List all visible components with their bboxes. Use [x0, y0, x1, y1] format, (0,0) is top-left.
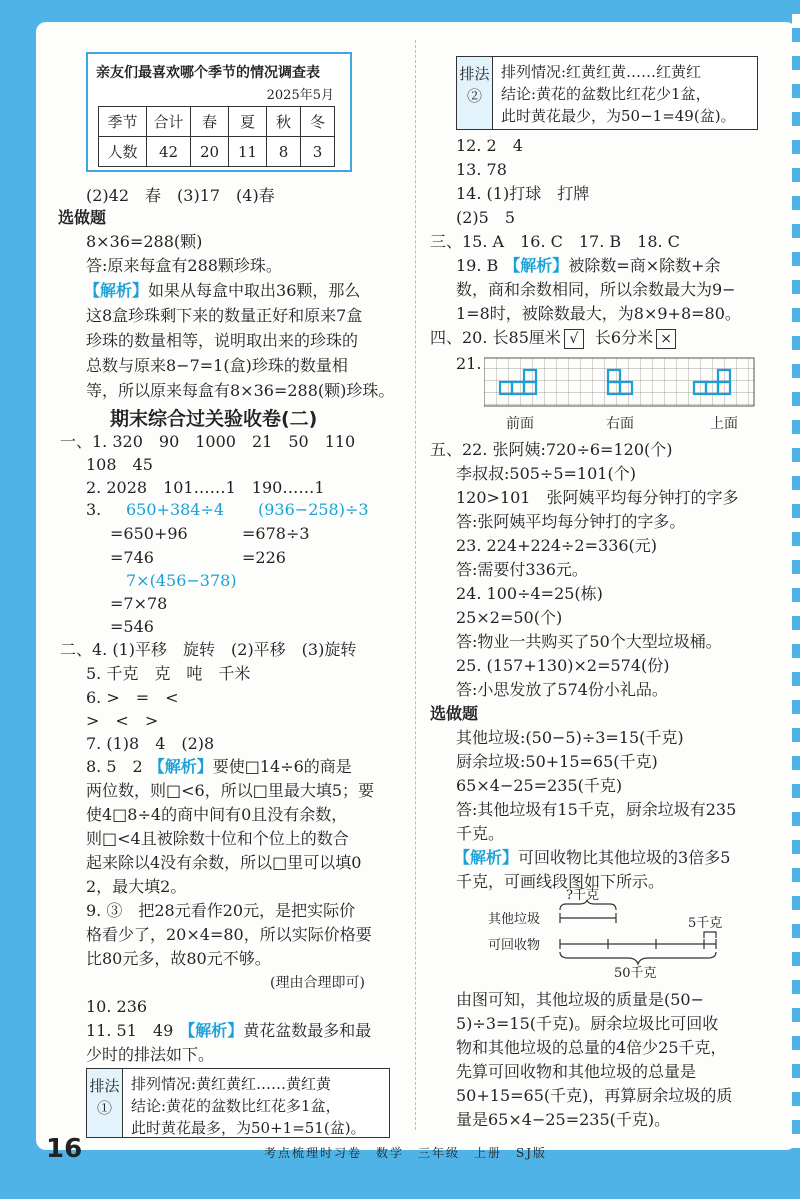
- answer-line: [454, 848, 730, 868]
- table-cell: 8: [267, 137, 301, 167]
- answer-line: [86, 757, 352, 777]
- diagram-label: 可回收物: [488, 938, 541, 953]
- analysis-tag: 【解析】: [148, 757, 213, 776]
- analysis-tag: 【解析】: [179, 1021, 244, 1040]
- answer-line: 珍珠的数量相等，说明取出来的珍珠的: [86, 331, 359, 350]
- section-label: 选做题: [430, 704, 479, 723]
- answer-line: 21.: [456, 354, 482, 373]
- check-mark-icon: √: [564, 329, 584, 349]
- answer-line: 其他垃圾:(50−5)÷3=15(千克): [456, 728, 684, 747]
- answer-line: 9. ③ 把28元看作20元，是把实际价: [86, 901, 356, 920]
- answer-text: 四、20. 长85厘米: [430, 328, 561, 347]
- answer-line: 2，最大填2。: [86, 877, 187, 896]
- diagram-label: ?千克: [566, 888, 599, 903]
- arrangement-label: 排法②: [457, 57, 493, 129]
- arrangement-text: [131, 1073, 366, 1139]
- answer-line: 厨余垃圾:50+15=65(千克): [456, 752, 658, 771]
- table-row: [99, 107, 335, 137]
- answer-line: 千克。: [456, 824, 505, 843]
- answer-line: 答:需要付336元。: [456, 560, 588, 579]
- answer-line: 120>101 张阿姨平均每分钟打的字多: [456, 488, 739, 507]
- analysis-text: 被除数=商×除数+余: [568, 256, 721, 275]
- answer-line: 格看少了，20×4=80，所以实际价格要: [86, 925, 372, 944]
- table-cell: 夏: [229, 107, 267, 137]
- arrangement-line: 此时黄花最多，为50+1=51(盆)。: [131, 1119, 366, 1137]
- answer-line: 物和其他垃圾的总量的4倍少25千克，: [456, 1038, 727, 1057]
- answer-line: 两位数，则□<6，所以□里最大填5；要: [86, 781, 375, 800]
- answer-line: =746: [110, 548, 154, 567]
- answer-line: 答:小思发放了574份小礼品。: [456, 680, 668, 699]
- answer-line: 10. 236: [86, 997, 148, 1016]
- expression: 7×(456−378): [126, 571, 237, 590]
- segment-diagram: [556, 900, 726, 966]
- answer-line: =7×78: [110, 594, 168, 613]
- answer-line: [84, 281, 360, 301]
- arrangement-label: 排法①: [87, 1069, 123, 1137]
- analysis-text: 可回收物比其他垃圾的3倍多5: [518, 848, 731, 867]
- table-cell: 42: [147, 137, 191, 167]
- answer-line: 这8盒珍珠剩下来的数量正好和原来7盒: [86, 306, 363, 325]
- answer-line: 三、15. A 16. C 17. B 18. C: [430, 232, 680, 251]
- answer-line: 65×4−25=235(千克): [456, 776, 623, 795]
- answer-text: 长6分米: [594, 328, 654, 347]
- answer-line: 使4□8÷4的商中间有0且没有余数，: [86, 805, 348, 824]
- answer-text: 19. B: [456, 256, 499, 275]
- answer-line: 1=8时，被除数最大，为8×9+8=80。: [456, 304, 741, 323]
- answer-line: [86, 1021, 371, 1041]
- table-cell: 冬: [301, 107, 335, 137]
- table-cell: 秋: [267, 107, 301, 137]
- arrangement-line: 结论:黄花的盆数比红花少1盆，: [501, 85, 711, 103]
- answer-line: 50+15=65(千克)，再算厨余垃圾的质: [456, 1086, 733, 1105]
- diagram-label: 其他垃圾: [488, 912, 541, 927]
- answer-line: 108 45: [86, 455, 153, 474]
- answer-line: 14. (1)打球 打牌: [456, 184, 590, 203]
- answer-line: [430, 328, 679, 349]
- answer-line: 24. 100÷4=25(栋): [456, 584, 603, 603]
- answer-line: 答:其他垃圾有15千克，厨余垃圾有235: [456, 800, 737, 819]
- answer-line: 答:物业一共购买了50个大型垃圾桶。: [456, 632, 722, 651]
- expression: (936−258)÷3: [258, 500, 369, 519]
- survey-date: 2025年5月: [266, 88, 334, 103]
- answer-line: 25×2=50(个): [456, 608, 563, 627]
- answer-line: 13. 78: [456, 160, 507, 179]
- expression: 650+384÷4: [126, 500, 225, 519]
- table-cell: 3: [301, 137, 335, 167]
- answer-line: 少时的排法如下。: [86, 1045, 215, 1064]
- table-cell: 人数: [99, 137, 147, 167]
- answer-line: (2)5 5: [456, 208, 516, 227]
- answer-line: 则□<4且被除数十位和个位上的数合: [86, 829, 349, 848]
- analysis-tag: 【解析】: [504, 256, 569, 275]
- survey-title: 亲友们最喜欢哪个季节的情况调查表: [96, 65, 320, 81]
- cross-mark-icon: ×: [656, 329, 676, 349]
- answer-text: 8. 5 2: [86, 757, 143, 776]
- answer-line: 五、22. 张阿姨:720÷6=120(个): [430, 440, 673, 459]
- wavy-border: [792, 0, 800, 1150]
- arrangement-box-2: [456, 56, 758, 130]
- answer-line: 23. 224+224÷2=336(元): [456, 536, 658, 555]
- answer-line: 25. (157+130)×2=574(份): [456, 656, 670, 675]
- answer-line: 6. > = <: [86, 688, 179, 707]
- answer-note: (理由合理即可): [270, 975, 365, 991]
- answer-line: 总数与原来8−7=1(盒)珍珠的数量相: [86, 356, 348, 375]
- view-label: 上面: [710, 416, 738, 432]
- answer-line: [456, 256, 721, 276]
- answer-line: =678÷3: [242, 524, 310, 543]
- answer-line: 5)÷3=15(千克)。厨余垃圾比可回收: [456, 1014, 719, 1033]
- table-cell: 春: [191, 107, 229, 137]
- view-label: 右面: [606, 416, 634, 432]
- section-label: 选做题: [58, 208, 107, 227]
- answer-line: 李叔叔:505÷5=101(个): [456, 464, 636, 483]
- answer-line: 千克，可画线段图如下所示。: [456, 872, 665, 891]
- answer-line: 量是65×4−25=235(千克)。: [456, 1110, 671, 1129]
- answer-line: 答:原来每盒有288颗珍珠。: [86, 256, 282, 275]
- analysis-tag: 【解析】: [84, 281, 149, 300]
- answer-line: 答:张阿姨平均每分钟打的字多。: [456, 512, 686, 531]
- answer-line: 5. 千克 克 吨 千米: [86, 664, 251, 683]
- arrangement-line: 结论:黄花的盆数比红花多1盆，: [131, 1097, 341, 1115]
- arrangement-line: 排列情况:红黄红黄……红黄红: [501, 63, 702, 81]
- answer-text: 11. 51 49: [86, 1021, 174, 1040]
- answer-line: 3.: [86, 500, 102, 519]
- answer-line: 数，商和余数相同，所以余数最大为9−: [456, 280, 736, 299]
- answer-line: 7. (1)8 4 (2)8: [86, 734, 215, 753]
- answer-line: 起来除以4没有余数，所以□里可以填0: [86, 853, 362, 872]
- exam-title: 期末综合过关验收卷(二): [110, 408, 318, 430]
- column-divider: [415, 40, 416, 1130]
- answer-line: =650+96: [110, 524, 188, 543]
- answer-line: 12. 2 4: [456, 136, 523, 155]
- answer-line: 先算可回收物和其他垃圾的总量是: [456, 1062, 697, 1081]
- grid-views-figure: [484, 356, 756, 412]
- analysis-text: 黄花盆数最多和最: [243, 1021, 372, 1040]
- diagram-label: 50千克: [614, 966, 657, 981]
- arrangement-line: 排列情况:黄红黄红……黄红黄: [131, 1075, 332, 1093]
- answer-line: (2)42 春 (3)17 (4)春: [86, 186, 275, 205]
- table-cell: 11: [229, 137, 267, 167]
- answer-line: 比80元多，故80元不够。: [86, 949, 271, 968]
- table-row: [99, 137, 335, 167]
- answer-line: =226: [242, 548, 286, 567]
- survey-table: [98, 106, 335, 167]
- answer-line: =546: [110, 617, 154, 636]
- answer-line: 8×36=288(颗): [86, 232, 203, 251]
- arrangement-text: [501, 61, 736, 127]
- answer-line: 等，所以原来每盒有8×36=288(颗)珍珠。: [86, 381, 395, 400]
- footer-text: 考点梳理时习卷 数学 三年级 上册 SJ版: [264, 1146, 548, 1160]
- table-cell: 合计: [147, 107, 191, 137]
- arrangement-line: 此时黄花最少，为50−1=49(盆)。: [501, 107, 736, 125]
- answer-line: > < >: [86, 711, 159, 730]
- arrangement-box-1: [86, 1068, 390, 1138]
- page-number: 16: [46, 1134, 83, 1164]
- table-cell: 季节: [99, 107, 147, 137]
- answer-line: 由图可知，其他垃圾的质量是(50−: [456, 990, 705, 1009]
- table-cell: 20: [191, 137, 229, 167]
- analysis-tag: 【解析】: [454, 848, 519, 867]
- answer-line: 二、4. (1)平移 旋转 (2)平移 (3)旋转: [60, 640, 357, 659]
- analysis-text: 如果从每盒中取出36颗，那么: [148, 281, 361, 300]
- answer-line: 2. 2028 101……1 190……1: [86, 478, 325, 497]
- analysis-text: 要使□14÷6的商是: [212, 757, 352, 776]
- survey-table-card: [86, 52, 352, 172]
- answer-line: 一、1. 320 90 1000 21 50 110: [60, 432, 356, 451]
- view-label: 前面: [506, 416, 534, 432]
- diagram-label: 5千克: [688, 916, 723, 931]
